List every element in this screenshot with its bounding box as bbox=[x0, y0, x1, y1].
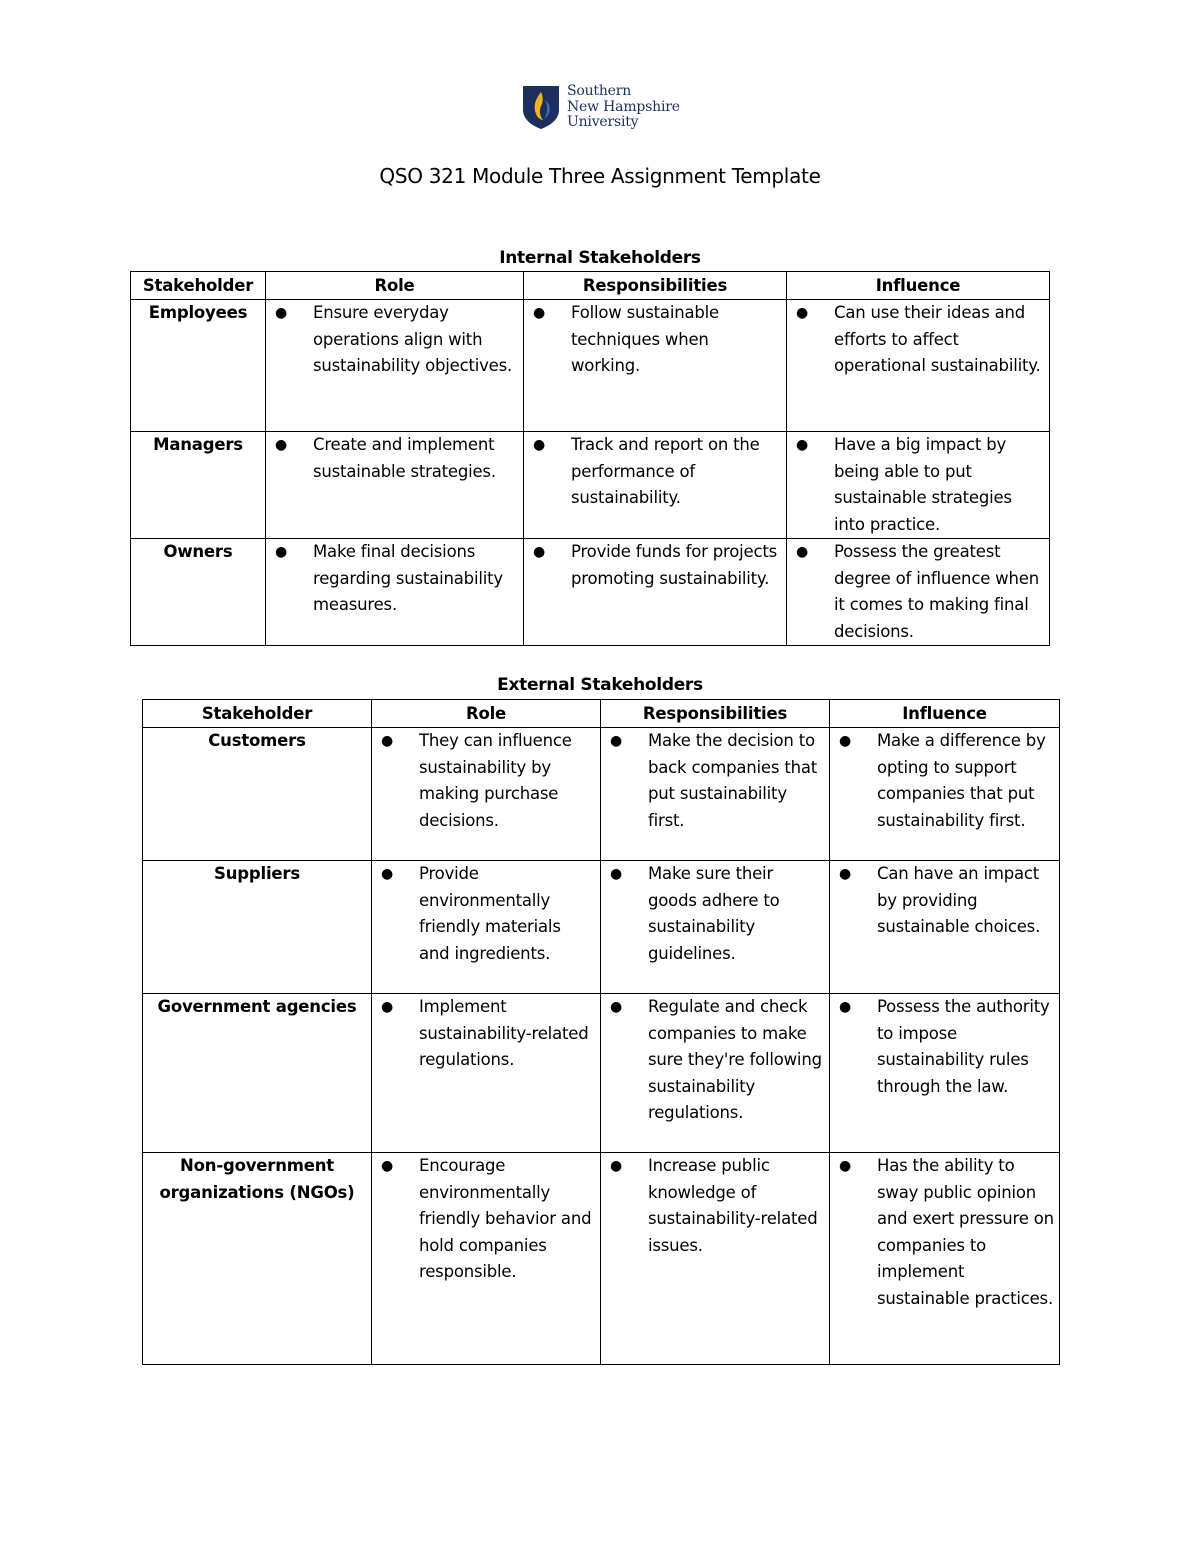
influence-cell: ● Has the ability to sway public opinion and exert pressure on companies to implement sustainable practices. bbox=[830, 1153, 1060, 1365]
internal-stakeholders-caption: Internal Stakeholders bbox=[499, 248, 701, 268]
document-title: QSO 321 Module Three Assignment Template bbox=[379, 164, 821, 188]
logo-line-3: University bbox=[567, 114, 639, 130]
bullet-icon: ● bbox=[839, 866, 852, 882]
stakeholder-cell: Customers bbox=[143, 728, 372, 861]
table-header-row bbox=[143, 700, 1060, 728]
bullet-icon: ● bbox=[796, 437, 809, 453]
bullet-icon: ● bbox=[533, 305, 546, 321]
table-row bbox=[143, 994, 1060, 1153]
bullet-icon: ● bbox=[839, 733, 852, 749]
bullet-icon: ● bbox=[275, 544, 288, 560]
responsibilities-cell: ● Track and report on the performance of sustainability. bbox=[524, 432, 787, 539]
stakeholder-cell: Non-government organizations (NGOs) bbox=[143, 1153, 372, 1365]
logo-line-2: New Hampshire bbox=[567, 98, 680, 115]
responsibilities-cell: ● Provide funds for projects promoting sustainability. bbox=[524, 539, 787, 646]
role-cell: ● Implement sustainability-related regulations. bbox=[372, 994, 601, 1153]
role-cell: ● Provide environmentally friendly materials and ingredients. bbox=[372, 861, 601, 994]
bullet-icon: ● bbox=[381, 999, 394, 1015]
bullet-icon: ● bbox=[610, 866, 623, 882]
responsibilities-cell: ● Follow sustainable techniques when working. bbox=[524, 300, 787, 432]
stakeholder-cell: Suppliers bbox=[143, 861, 372, 994]
stakeholder-cell: Owners bbox=[131, 539, 266, 646]
influence-cell: ● Make a difference by opting to support companies that put sustainability first. bbox=[830, 728, 1060, 861]
header-stakeholder: Stakeholder bbox=[131, 272, 266, 300]
header-responsibilities: Responsibilities bbox=[524, 272, 787, 300]
table-row bbox=[143, 728, 1060, 861]
table-row bbox=[131, 432, 1050, 539]
bullet-icon: ● bbox=[381, 866, 394, 882]
stakeholder-cell: Government agencies bbox=[143, 994, 372, 1153]
bullet-icon: ● bbox=[839, 999, 852, 1015]
responsibilities-cell: ● Regulate and check companies to make sure they're following sustainability regulations. bbox=[601, 994, 830, 1153]
influence-cell: ● Possess the greatest degree of influence when it comes to making final decisions. bbox=[787, 539, 1050, 646]
table-row bbox=[131, 300, 1050, 432]
bullet-icon: ● bbox=[610, 733, 623, 749]
external-stakeholders-table bbox=[142, 699, 1060, 1365]
influence-cell: ● Possess the authority to impose sustainability rules through the law. bbox=[830, 994, 1060, 1153]
bullet-icon: ● bbox=[381, 1158, 394, 1174]
stakeholder-cell: Employees bbox=[131, 300, 266, 432]
bullet-icon: ● bbox=[381, 733, 394, 749]
influence-cell: ● Have a big impact by being able to put sustainable strategies into practice. bbox=[787, 432, 1050, 539]
responsibilities-cell: ● Make sure their goods adhere to sustainability guidelines. bbox=[601, 861, 830, 994]
header-responsibilities: Responsibilities bbox=[601, 700, 830, 728]
table-row bbox=[131, 539, 1050, 646]
responsibilities-cell: ● Increase public knowledge of sustainability-related issues. bbox=[601, 1153, 830, 1365]
bullet-icon: ● bbox=[839, 1158, 852, 1174]
responsibilities-cell: ● Make the decision to back companies that put sustainability first. bbox=[601, 728, 830, 861]
table-row bbox=[143, 861, 1060, 994]
bullet-icon: ● bbox=[796, 305, 809, 321]
bullet-icon: ● bbox=[275, 437, 288, 453]
role-cell: ● They can influence sustainability by making purchase decisions. bbox=[372, 728, 601, 861]
header-role: Role bbox=[372, 700, 601, 728]
external-stakeholders-caption: External Stakeholders bbox=[497, 675, 703, 695]
role-cell: ● Make final decisions regarding sustainability measures. bbox=[266, 539, 524, 646]
internal-stakeholders-table bbox=[130, 271, 1050, 646]
header-influence: Influence bbox=[830, 700, 1060, 728]
role-cell: ● Create and implement sustainable strategies. bbox=[266, 432, 524, 539]
logo-line-1: Southern bbox=[567, 83, 632, 99]
header-influence: Influence bbox=[787, 272, 1050, 300]
table-row bbox=[143, 1153, 1060, 1365]
bullet-icon: ● bbox=[533, 437, 546, 453]
bullet-icon: ● bbox=[796, 544, 809, 560]
bullet-icon: ● bbox=[533, 544, 546, 560]
header-role: Role bbox=[266, 272, 524, 300]
stakeholder-cell: Managers bbox=[131, 432, 266, 539]
shield-flame-icon bbox=[521, 84, 561, 130]
influence-cell: ● Can use their ideas and efforts to affect operational sustainability. bbox=[787, 300, 1050, 432]
influence-cell: ● Can have an impact by providing sustainable choices. bbox=[830, 861, 1060, 994]
logo-wordmark bbox=[567, 84, 680, 131]
bullet-icon: ● bbox=[610, 1158, 623, 1174]
role-cell: ● Ensure everyday operations align with sustainability objectives. bbox=[266, 300, 524, 432]
header-stakeholder: Stakeholder bbox=[143, 700, 372, 728]
bullet-icon: ● bbox=[610, 999, 623, 1015]
university-logo bbox=[521, 84, 691, 132]
table-header-row bbox=[131, 272, 1050, 300]
bullet-icon: ● bbox=[275, 305, 288, 321]
role-cell: ● Encourage environmentally friendly behavior and hold companies responsible. bbox=[372, 1153, 601, 1365]
